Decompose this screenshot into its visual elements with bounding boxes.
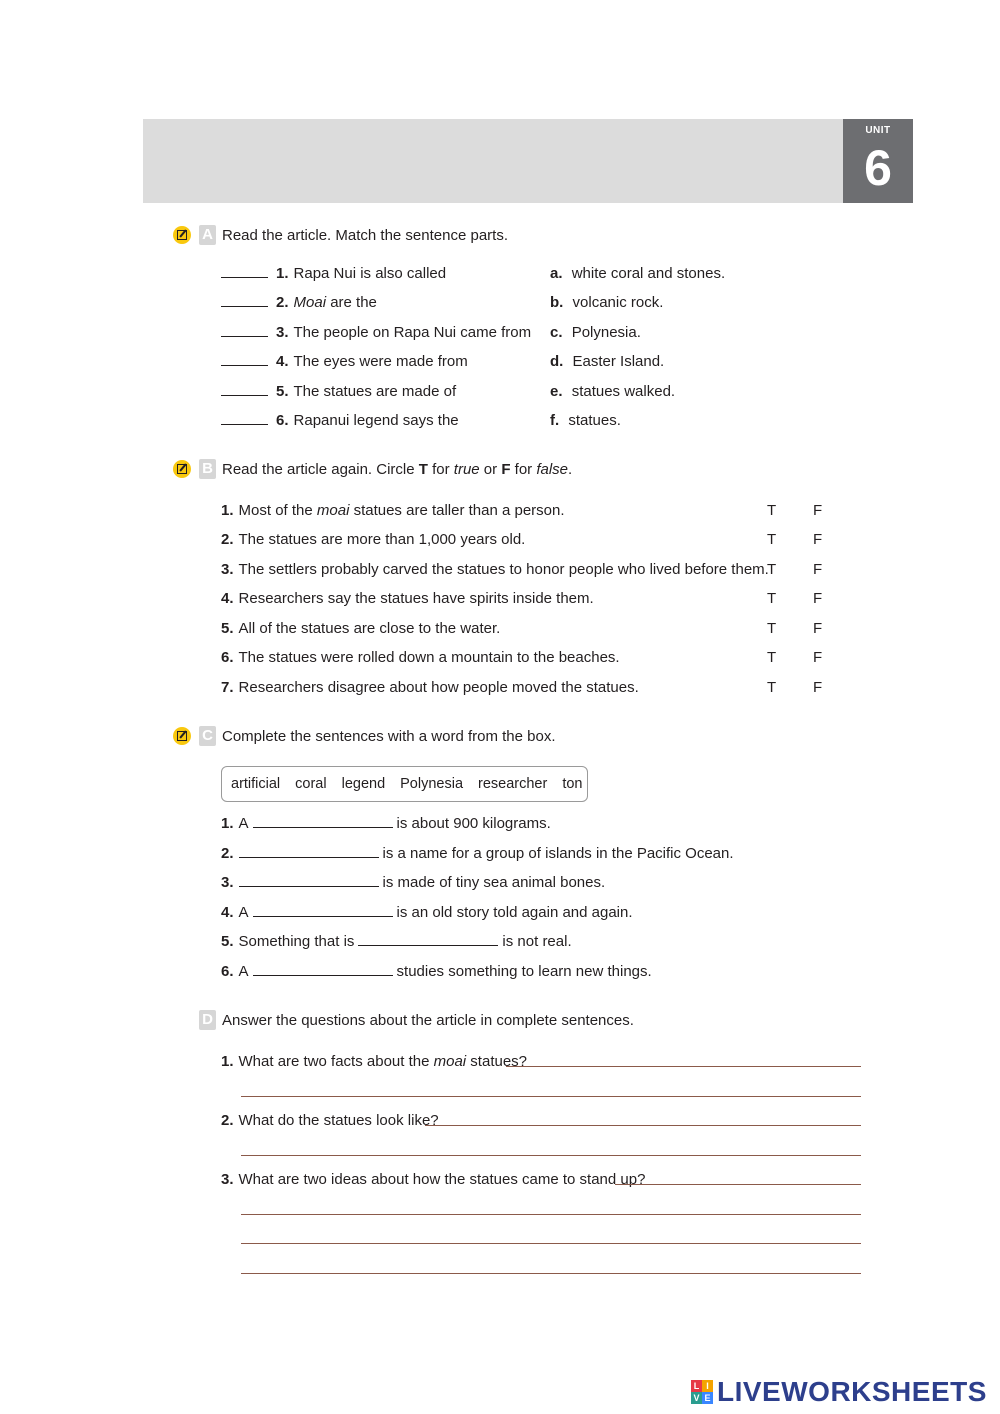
section-b-instruction: Read the article again. Circle T for true or F for false. [222,460,573,478]
true-option[interactable]: T [767,590,777,607]
false-option[interactable]: F [813,649,823,666]
section-d-instruction: Answer the questions about the article in complete sentences. [222,1011,634,1029]
false-option[interactable]: F [813,531,823,548]
fill-sentence: 1. A is about 900 kilograms. [221,815,551,832]
word-box-item: ton [562,776,583,792]
tf-statement: 2. The statues are more than 1,000 years old. [221,531,526,548]
match-item: 2. Moai are the [221,294,377,311]
false-option[interactable]: F [813,502,823,519]
tf-statement: 6. The statues were rolled down a mountain to the beaches. [221,649,620,666]
false-option[interactable]: F [813,679,823,696]
fill-blank[interactable] [358,934,498,946]
logo-text: LIVEWORKSHEETS [717,1376,987,1407]
section-c-instruction: Complete the sentences with a word from the box. [222,727,556,745]
answer-blank[interactable] [221,277,268,278]
word-box-item: Polynesia [400,776,464,792]
match-option: b. volcanic rock. [550,294,664,311]
answer-blank[interactable] [221,336,268,337]
answer-line[interactable] [241,1273,861,1274]
fill-sentence: 2. is a name for a group of islands in the Pacific Ocean. [221,845,734,862]
section-a-instruction: Read the article. Match the sentence parts. [222,226,508,244]
word-box-item: researcher [478,776,548,792]
section-c-letter: C [199,726,216,746]
section-c-header [173,724,556,748]
section-b-header [173,457,572,481]
section-b-letter: B [199,459,216,479]
question: 1. What are two facts about the moai statues? [221,1053,528,1070]
answer-line[interactable] [506,1066,861,1067]
false-option[interactable]: F [813,620,823,637]
match-item: 6. Rapanui legend says the [221,412,459,429]
unit-label: UNIT [865,125,891,136]
answer-line[interactable] [241,1243,861,1244]
question: 3. What are two ideas about how the statues came to stand up? [221,1171,646,1188]
pencil-icon [173,460,191,478]
answer-line[interactable] [241,1214,861,1215]
fill-sentence: 6. A studies something to learn new things. [221,963,652,980]
match-option: d. Easter Island. [550,353,665,370]
answer-blank[interactable] [221,306,268,307]
answer-line[interactable] [425,1125,861,1126]
word-box-item: coral [295,776,327,792]
answer-line[interactable] [615,1184,861,1185]
true-option[interactable]: T [767,561,777,578]
section-d-header [173,1008,634,1032]
match-option: f. statues. [550,412,621,429]
fill-sentence: 3. is made of tiny sea animal bones. [221,874,606,891]
word-box-item: legend [341,776,386,792]
false-option[interactable]: F [813,561,823,578]
match-item: 1. Rapa Nui is also called [221,265,446,282]
match-item: 4. The eyes were made from [221,353,468,370]
tf-statement: 3. The settlers probably carved the statues to honor people who lived before them. [221,561,769,578]
tf-statement: 7. Researchers disagree about how people moved the statues. [221,679,639,696]
pencil-icon [173,226,191,244]
header-banner [143,119,843,203]
answer-line[interactable] [241,1096,861,1097]
fill-blank[interactable] [253,905,393,917]
fill-blank[interactable] [253,964,393,976]
answer-blank[interactable] [221,365,268,366]
match-option: a. white coral and stones. [550,265,726,282]
answer-blank[interactable] [221,395,268,396]
section-a-letter: A [199,225,216,245]
question: 2. What do the statues look like? [221,1112,439,1129]
answer-line[interactable] [241,1155,861,1156]
word-box [221,766,588,802]
section-d-letter: D [199,1010,216,1030]
liveworksheets-logo [691,1376,987,1408]
fill-blank[interactable] [239,875,379,887]
fill-blank[interactable] [253,816,393,828]
true-option[interactable]: T [767,502,777,519]
true-option[interactable]: T [767,679,777,696]
fill-sentence: 4. A is an old story told again and again. [221,904,633,921]
false-option[interactable]: F [813,590,823,607]
word-box-item: artificial [231,776,281,792]
true-option[interactable]: T [767,620,777,637]
true-option[interactable]: T [767,649,777,666]
fill-sentence: 5. Something that is is not real. [221,933,572,950]
logo-icon: L I V E [691,1380,713,1404]
match-option: e. statues walked. [550,383,676,400]
tf-statement: 5. All of the statues are close to the water. [221,620,501,637]
tf-statement: 1. Most of the moai statues are taller than a person. [221,502,565,519]
unit-number: 6 [864,140,892,196]
true-option[interactable]: T [767,531,777,548]
section-a-header [173,223,508,247]
match-item: 3. The people on Rapa Nui came from [221,324,531,341]
pencil-icon [173,727,191,745]
answer-blank[interactable] [221,424,268,425]
match-option: c. Polynesia. [550,324,641,341]
match-item: 5. The statues are made of [221,383,456,400]
tf-statement: 4. Researchers say the statues have spirits inside them. [221,590,594,607]
fill-blank[interactable] [239,846,379,858]
unit-badge [843,119,913,203]
